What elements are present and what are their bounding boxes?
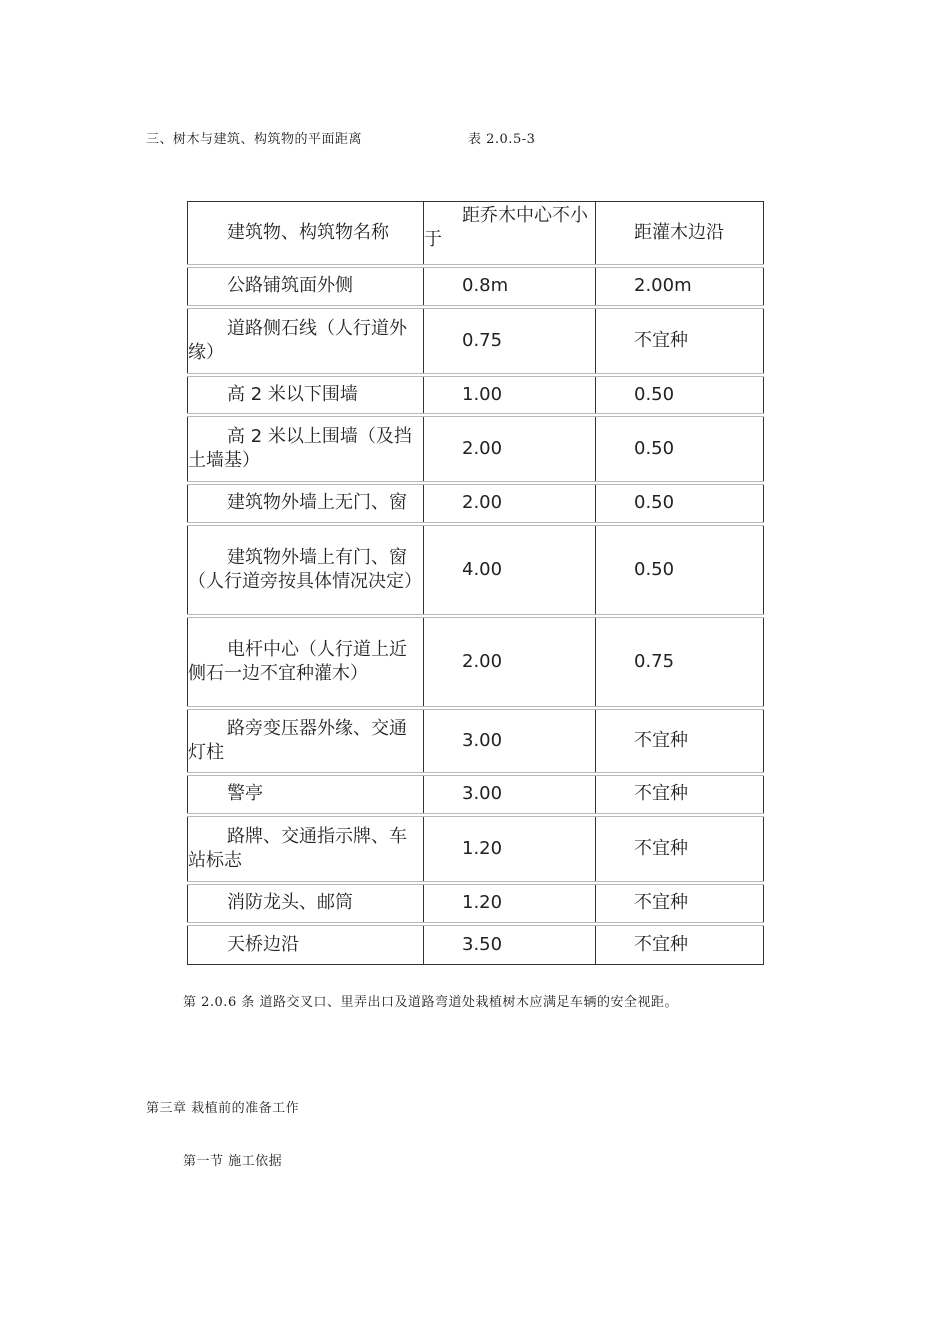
distance-table (187, 201, 764, 965)
row-name: 路牌、交通指示牌、车站标志 (188, 815, 424, 883)
row-name: 建筑物外墙上无门、窗 (188, 483, 424, 524)
clause-paragraph: 第 2.0.6 条 道路交叉口、里弄出口及道路弯道处栽植树木应满足车辆的安全视距。 (183, 995, 678, 1010)
header-tree: 距乔木中心不小于 (424, 202, 596, 266)
table-row (188, 774, 764, 815)
table-row (188, 815, 764, 883)
header-name: 建筑物、构筑物名称 (188, 202, 424, 266)
row-tree: 4.00 (424, 524, 596, 616)
table-row (188, 483, 764, 524)
table-number: 表 2.0.5-3 (468, 132, 536, 147)
row-tree: 1.20 (424, 883, 596, 924)
row-name: 路旁变压器外缘、交通灯柱 (188, 708, 424, 774)
caption-title: 三、树木与建筑、构筑物的平面距离 (146, 132, 363, 147)
row-shrub: 不宜种 (596, 883, 764, 924)
table-row (188, 266, 764, 307)
table-caption (146, 128, 566, 147)
row-name: 电杆中心（人行道上近侧石一边不宜种灌木） (188, 616, 424, 708)
table-row (188, 616, 764, 708)
row-name: 道路侧石线（人行道外缘） (188, 307, 424, 375)
row-tree: 3.00 (424, 708, 596, 774)
row-name: 高 2 米以上围墙（及挡土墙基） (188, 415, 424, 483)
row-shrub: 不宜种 (596, 815, 764, 883)
row-name: 消防龙头、邮筒 (188, 883, 424, 924)
row-tree: 0.75 (424, 307, 596, 375)
row-tree: 2.00 (424, 483, 596, 524)
row-shrub: 不宜种 (596, 708, 764, 774)
row-name: 天桥边沿 (188, 924, 424, 965)
row-tree: 2.00 (424, 616, 596, 708)
row-shrub: 0.50 (596, 375, 764, 415)
row-tree: 0.8m (424, 266, 596, 307)
row-name: 警亭 (188, 774, 424, 815)
row-shrub: 不宜种 (596, 774, 764, 815)
row-name: 建筑物外墙上有门、窗（人行道旁按具体情况决定） (188, 524, 424, 616)
header-shrub: 距灌木边沿 (596, 202, 764, 266)
table-header-row (188, 202, 764, 266)
row-shrub: 2.00m (596, 266, 764, 307)
row-shrub: 不宜种 (596, 307, 764, 375)
row-tree: 3.50 (424, 924, 596, 965)
row-shrub: 0.50 (596, 524, 764, 616)
row-shrub: 0.50 (596, 483, 764, 524)
row-shrub: 0.50 (596, 415, 764, 483)
table-row (188, 924, 764, 965)
row-tree: 1.20 (424, 815, 596, 883)
table-row (188, 415, 764, 483)
table-row (188, 883, 764, 924)
row-name: 公路铺筑面外侧 (188, 266, 424, 307)
row-name: 高 2 米以下围墙 (188, 375, 424, 415)
table-row (188, 708, 764, 774)
row-tree: 2.00 (424, 415, 596, 483)
section-heading: 第一节 施工依据 (183, 1154, 283, 1169)
row-shrub: 0.75 (596, 616, 764, 708)
row-shrub: 不宜种 (596, 924, 764, 965)
row-tree: 3.00 (424, 774, 596, 815)
chapter-heading: 第三章 栽植前的准备工作 (146, 1101, 300, 1116)
table-row (188, 307, 764, 375)
table-row (188, 524, 764, 616)
row-tree: 1.00 (424, 375, 596, 415)
table-row (188, 375, 764, 415)
